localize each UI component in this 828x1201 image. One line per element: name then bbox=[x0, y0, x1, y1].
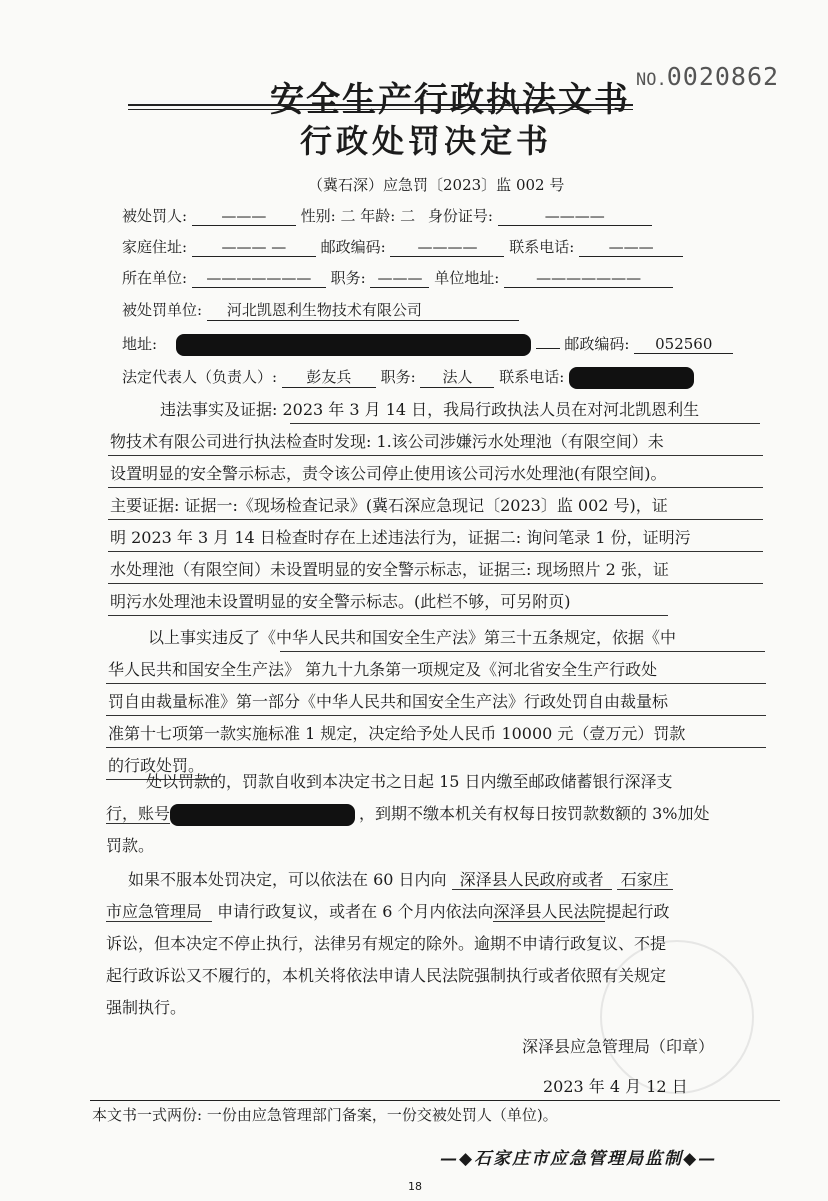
value-phone: ——— bbox=[579, 238, 683, 257]
serial-prefix: NO. bbox=[636, 70, 667, 90]
value-gender: 二 bbox=[340, 207, 356, 225]
violation-line: 华人民共和国安全生产法》 第九十九条第一项规定及《河北省安全生产行政处 bbox=[108, 660, 658, 679]
label-gender: 性别: bbox=[300, 207, 336, 225]
payment-branch-end: 行，账号 bbox=[106, 804, 171, 823]
violation-line: 以上事实违反了《中华人民共和国安全生产法》第三十五条规定，依据《中 bbox=[148, 628, 677, 647]
facts-section bbox=[110, 394, 699, 618]
facts-line: 违法事实及证据: 2023 年 3 月 14 日，我局行政执法人员在对河北凯恩利生 bbox=[160, 400, 700, 419]
appeal-line-1 bbox=[106, 864, 673, 896]
appeal-court: 深泽县人民法院 bbox=[493, 902, 606, 921]
issue-date: 2023 年 4 月 12 日 bbox=[543, 1077, 688, 1096]
label-job: 职务: bbox=[330, 269, 366, 287]
value-penalized-unit: 河北凯恩利生物技术有限公司 bbox=[207, 299, 519, 321]
document-number: （冀石深）应急罚〔2023〕监 002 号 bbox=[308, 176, 565, 194]
appeal-line: 起行政诉讼又不履行的，本机关将依法申请人民法院强制执行或者依照有关规定 bbox=[106, 966, 667, 985]
appeal-body-city: 石家庄 bbox=[617, 870, 673, 890]
row-representative bbox=[122, 366, 694, 389]
facts-line: 明 2023 年 3 月 14 日检查时存在上述违法行为，证据二: 询问笔录 1 份，证明污 bbox=[110, 528, 691, 547]
label-phone-2: 联系电话: bbox=[499, 368, 565, 386]
label-penalized-unit: 被处罚单位: bbox=[122, 301, 203, 319]
serial-digits: 0020862 bbox=[666, 62, 780, 91]
payment-late-fee: ，到期不缴本机关有权每日按罚款数额的 3%加处 bbox=[359, 804, 710, 823]
footer-divider bbox=[90, 1100, 780, 1101]
row-work bbox=[122, 267, 673, 288]
violation-line: 罚自由裁量标准》第一部分《中华人民共和国安全生产法》行政处罚自由裁量标 bbox=[108, 692, 669, 711]
label-person: 被处罚人: bbox=[122, 207, 188, 225]
value-unit-address: ——————— bbox=[504, 269, 673, 288]
appeal-line: 强制执行。 bbox=[106, 998, 187, 1017]
row-address bbox=[122, 333, 733, 356]
appeal-text: 提起行政 bbox=[605, 902, 670, 921]
value-person: ——— bbox=[192, 207, 296, 226]
facts-line: 物技术有限公司进行执法检查时发现: 1.该公司涉嫌污水处理池（有限空间）未 bbox=[110, 432, 664, 451]
label-workplace: 所在单位: bbox=[122, 269, 188, 287]
document-series-title: 安全生产行政执法文书 bbox=[270, 80, 630, 120]
value-workplace: ——————— bbox=[192, 269, 326, 288]
label-age: 年龄: bbox=[360, 207, 396, 225]
violation-line: 的行政处罚。 bbox=[108, 756, 205, 775]
value-postcode: ———— bbox=[390, 238, 504, 257]
issuing-authority: 深泽县应急管理局（印章） bbox=[522, 1037, 715, 1056]
violation-line: 准第十七项第一款实施标准 1 规定，决定给予处人民币 10000 元（壹万元）罚款 bbox=[108, 724, 686, 743]
value-representative: 彭友兵 bbox=[282, 366, 376, 388]
title-underline bbox=[128, 104, 633, 110]
payment-line-account bbox=[106, 798, 710, 830]
label-phone: 联系电话: bbox=[509, 238, 575, 256]
value-postcode-2: 052560 bbox=[634, 335, 733, 354]
value-id: ———— bbox=[498, 207, 652, 226]
serial-number bbox=[636, 62, 779, 91]
document-title: 行政处罚决定书 bbox=[300, 122, 553, 160]
label-address: 地址: bbox=[122, 335, 158, 353]
payment-section bbox=[106, 766, 710, 862]
value-job: ——— bbox=[370, 269, 429, 288]
label-postcode-2: 邮政编码: bbox=[564, 335, 630, 353]
redacted-address bbox=[176, 334, 531, 356]
violation-section bbox=[108, 622, 685, 782]
label-postcode: 邮政编码: bbox=[320, 238, 386, 256]
appeal-section bbox=[106, 864, 673, 1024]
appeal-text: 如果不服本处罚决定，可以依法在 60 日内向 bbox=[128, 870, 447, 889]
facts-line: 明污水处理池未设置明显的安全警示标志。(此栏不够，可另附页) bbox=[110, 592, 571, 611]
value-age: 二 bbox=[400, 207, 416, 225]
official-seal-impression bbox=[600, 940, 754, 1094]
payment-line: 罚款。 bbox=[106, 836, 155, 855]
label-home: 家庭住址: bbox=[122, 238, 188, 256]
redacted-account bbox=[170, 804, 355, 826]
facts-line: 设置明显的安全警示标志，责令该公司停止使用该公司污水处理池(有限空间)。 bbox=[110, 464, 667, 483]
label-id: 身份证号: bbox=[427, 207, 493, 225]
value-home: ——— — bbox=[192, 238, 316, 257]
appeal-text: 申请行政复议，或者在 6 个月内依法向 bbox=[217, 902, 494, 921]
payment-line: 处以罚款的，罚款自收到本决定书之日起 15 日内缴至邮政储蓄银行深泽支 bbox=[146, 772, 673, 791]
facts-line: 水处理池（有限空间）未设置明显的安全警示标志，证据三: 现场照片 2 张，证 bbox=[110, 560, 669, 579]
row-person bbox=[122, 205, 652, 226]
appeal-line: 诉讼，但本决定不停止执行，法律另有规定的除外。逾期不申请行政复议、不提 bbox=[106, 934, 667, 953]
label-representative: 法定代表人（负责人）: bbox=[122, 368, 278, 386]
label-duty: 职务: bbox=[380, 368, 416, 386]
label-unit-address: 单位地址: bbox=[434, 269, 500, 287]
appeal-body-bureau: 市应急管理局 bbox=[106, 902, 212, 922]
row-home bbox=[122, 236, 683, 257]
supervisor-mark: —◆石家庄市应急管理局监制◆— bbox=[440, 1149, 718, 1169]
row-unit bbox=[122, 299, 519, 321]
appeal-line-2 bbox=[106, 896, 673, 928]
page-number: 18 bbox=[408, 1180, 422, 1193]
facts-line: 主要证据: 证据一:《现场检查记录》(冀石深应急现记〔2023〕监 002 号)，证 bbox=[110, 496, 668, 515]
value-duty: 法人 bbox=[420, 366, 494, 388]
copies-note: 本文书一式两份: 一份由应急管理部门备案，一份交被处罚人（单位)。 bbox=[92, 1106, 558, 1124]
redacted-phone bbox=[569, 367, 694, 389]
appeal-body-county: 深泽县人民政府或者 bbox=[452, 870, 612, 890]
